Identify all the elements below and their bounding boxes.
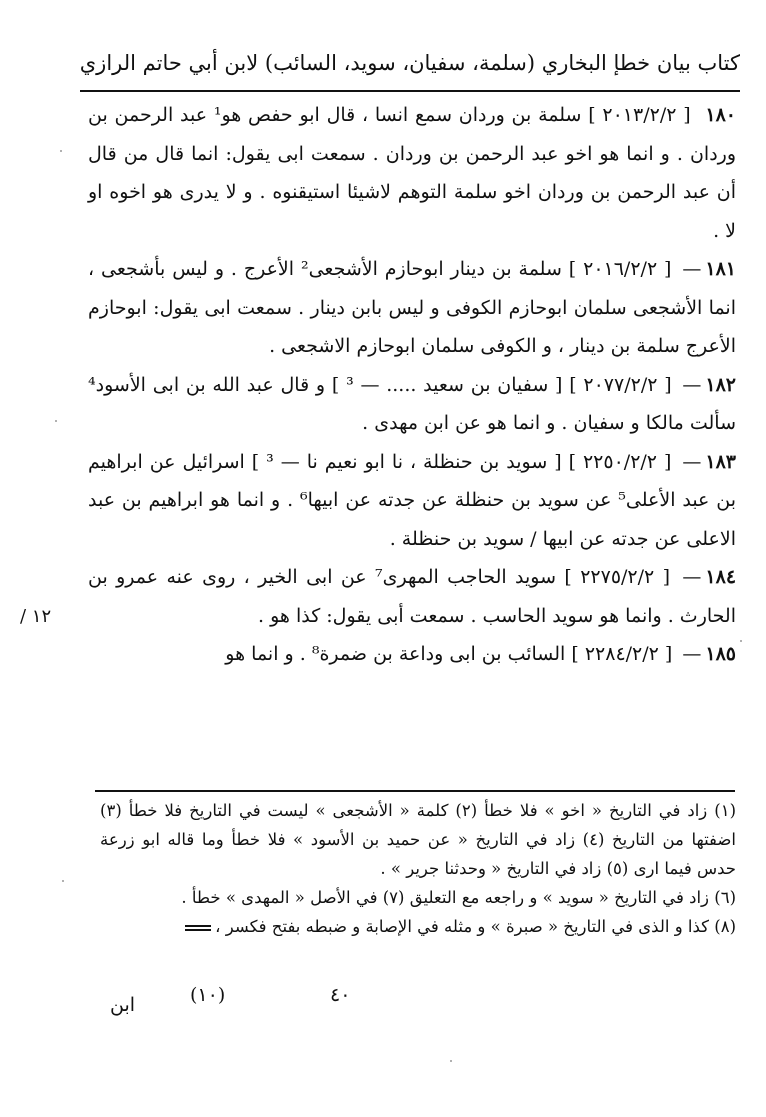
entry-number: ١٨٤ (705, 566, 737, 588)
footnotes (100, 796, 736, 941)
entry-text: السائب بن ابى وداعة بن ضمرة⁸ . و انما هو (225, 643, 566, 665)
scan-speck (55, 420, 57, 422)
scan-speck (740, 640, 742, 642)
signature-mark: (١٠) (190, 984, 226, 1006)
entry-text: [ سويد بن حنظلة ، نا ابو نعيم نا — ³ ] اسرائيل عن ابراهيم بن عبد الأعلى⁵ عن سويد بن حنظلة عن جدته عن ابيها⁶ . و انما هو ابراهيم بن عبد الاعلى عن جدته عن ابيها / سويد بن حنظلة . (88, 450, 737, 550)
entry-reference: [ ٢٠٧٧/٢/٢ ] (569, 373, 672, 396)
running-header: كتاب بيان خطإ البخاري (سلمة، سفيان، سويد، السائب) لابن أبي حاتم الرازي (80, 51, 740, 75)
entry-184: ١٨٤— [ ٢٢٧٥/٢/٢ ] سويد الحاجب المهرى⁷ عن ابى الخير ، روى عنه عمرو بن الحارث . وانما هو سويد الحاسب . سمعت أبى يقول: كذا هو . (88, 566, 737, 627)
footnote-rule (95, 790, 735, 792)
scan-speck (60, 150, 62, 152)
entry-reference: [ ٢٠١٣/٢/٢ ] (588, 104, 691, 126)
scan-speck (62, 880, 64, 882)
entry-180 (88, 96, 736, 250)
entry-182: ١٨٢— [ ٢٠٧٧/٢/٢ ] [ سفيان بن سعيد ..... — ³ ] و قال عبد الله بن ابى الأسود⁴ سألت مالكا و سفيان . و انما هو عن ابن مهدى . (88, 373, 737, 434)
entry-number: ١٨٣ (705, 450, 736, 473)
continuation-mark (185, 925, 211, 931)
header-rule (80, 90, 740, 92)
entry-reference: [ ٢٠١٦/٢/٢ ] (568, 258, 672, 280)
entry-181: ١٨١— [ ٢٠١٦/٢/٢ ] سلمة بن دينار ابوحازم الأشجعى² الأعرج . و ليس بأشجعى ، انما الأشجعى سلمان ابوحازم الكوفى و ليس بابن دينار . سمعت ابى يقول: ابوحازم الأعرج سلمة بن دينار ، و الكوفى سلمان ابوحازم الاشجعى . (88, 258, 736, 357)
catchword: ابن (110, 994, 136, 1016)
scan-speck (450, 1060, 452, 1062)
entry-text: سويد الحاجب المهرى⁷ عن ابى الخير ، روى عنه عمرو بن الحارث . وانما هو سويد الحاسب . سمعت أبى يقول: كذا هو . (88, 566, 736, 627)
footnote: (١) زاد في التاريخ « اخو » فلا خطأ (٢) كلمة « الأشجعى » ليست في التاريخ فلا خطأ (٣) اضفتها من التاريخ (٤) زاد في التاريخ « عن حميد بن الأسود » فلا خطأ وما قاله ابو زرعة حدس فيما ارى (٥) زاد في التاريخ « وحدثنا جرير » . (100, 801, 736, 878)
page-number: ٤٠ (330, 984, 351, 1006)
main-text (88, 96, 736, 674)
entry-reference: [ ٢٢٧٥/٢/٢ ] (564, 566, 671, 588)
entry-number: ١٨٠ (705, 104, 736, 126)
entry-number: ١٨٥ (705, 643, 736, 665)
entry-text: سلمة بن وردان سمع انسا ، قال ابو حفص هو¹ عبد الرحمن بن وردان . و انما هو اخو عبد الرحمن بن وردان . سمعت ابى يقول: انما قال من قال أن عبد الرحمن بن وردان اخو سلمة التوهم لاشيئا استيقنوه . و لا يدرى هو اخوه او لا . (88, 104, 736, 242)
entry-text: سلمة بن دينار ابوحازم الأشجعى² الأعرج . و ليس بأشجعى ، انما الأشجعى سلمان ابوحازم الكوفى و ليس بابن دينار . سمعت ابى يقول: ابوحازم الأعرج سلمة بن دينار ، و الكوفى سلمان ابوحازم الاشجعى . (88, 258, 736, 357)
footnote: (٦) زاد في التاريخ « سويد » و راجعه مع التعليق (٧) في الأصل « المهدى » خطأ . (181, 888, 736, 907)
entry-185: ١٨٥— [ ٢٢٨٤/٢/٢ ] السائب بن ابى وداعة بن ضمرة⁸ . و انما هو (225, 643, 736, 665)
entry-number: ١٨٢ (705, 373, 737, 396)
entry-text: [ سفيان بن سعيد ..... — ³ ] و قال عبد الله بن ابى الأسود⁴ سألت مالكا و سفيان . و انما هو عن ابن مهدى . (88, 373, 736, 434)
entry-183: ١٨٣— [ ٢٢٥٠/٢/٢ ] [ سويد بن حنظلة ، نا ابو نعيم نا — ³ ] اسرائيل عن ابراهيم بن عبد الأعلى⁵ عن سويد بن حنظلة عن جدته عن ابيها⁶ . و انما هو ابراهيم بن عبد الاعلى عن جدته عن ابيها / سويد بن حنظلة . (88, 450, 737, 550)
entry-reference: [ ٢٢٨٤/٢/٢ ] (571, 643, 673, 665)
entry-number: ١٨١ (705, 258, 736, 280)
margin-folio-note: ١٢ / (20, 606, 52, 627)
entry-reference: [ ٢٢٥٠/٢/٢ ] (568, 450, 672, 473)
footnote-text: (٨) كذا و الذى في التاريخ « صبرة » و مثله في الإصابة و ضبطه بفتح فكسر ، (215, 917, 736, 936)
footnote (100, 912, 736, 941)
